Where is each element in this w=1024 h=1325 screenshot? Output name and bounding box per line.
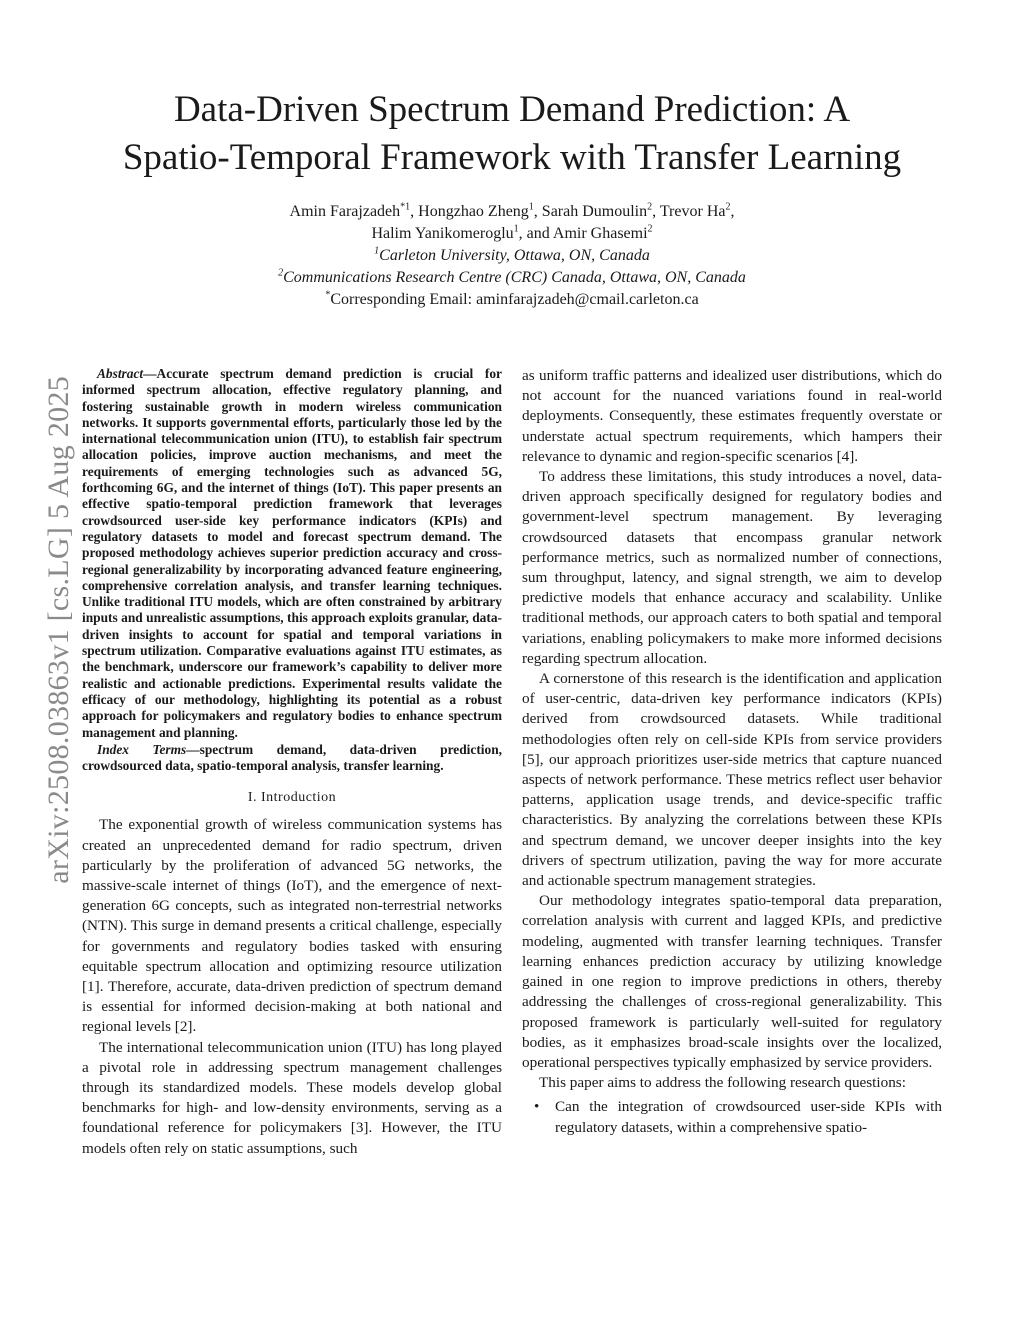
author-affiliation-marker: 2 [647,223,653,235]
abstract-label: Abstract [97,366,144,381]
index-terms-label: Index Terms [97,741,187,757]
corresponding-email [100,289,924,311]
author-separator: , and [518,225,553,242]
title-line-1: Data-Driven Spectrum Demand Prediction: A [173,89,851,130]
left-column [82,366,502,1159]
author-affiliation-marker: 2 [725,201,731,213]
body-paragraph: Our methodology integrates spatio-temporal data preparation, correlation analysis with current and lagged KPIs, and predictive modeling, augmented with transfer learning techniques. Transfer learning enhances prediction accuracy by utilizing knowledge gained in one region to improve predictions in others, thereby addressing the challenges of cross-regional generalizability. This proposed framework is particularly well-suited for regulatory bodies, as it emphasizes broad-scale insights over the localized, operational perspectives typically emphasized by service providers. [522,892,942,1071]
author-line [100,201,924,223]
right-body-text [522,467,942,1093]
research-question-list [522,1097,942,1137]
author-line [100,223,924,245]
right-column [522,366,942,1138]
body-paragraph: To address these limitations, this study introduces a novel, data-driven approach specifically designed for regulatory bodies and government-level spectrum management. By leveraging crowdsourced datasets that encompass granular network performance metrics, such as normalized number of connections, sum throughput, latency, and signal strength, we aim to develop predictive models that enhance accuracy and scalability. Unlike traditional methods, our approach caters to both spatial and temporal variations, enabling policymakers to make more informed decisions regarding spectrum allocation. [522,468,942,667]
title-line-2: Spatio-Temporal Framework with Transfer Learning [122,137,902,178]
author-name: Trevor Ha [659,203,726,220]
left-body-text [82,815,502,1158]
affiliation-text: Communications Research Centre (CRC) Canada, Ottawa, ON, Canada [283,269,746,286]
affiliation-marker: 2 [278,267,284,279]
arxiv-identifier: arXiv:2508.03863v1 [cs.LG] 5 Aug 2025 [42,376,75,884]
section-heading-introduction: I. Introduction [247,790,337,806]
author-name: Hongzhao Zheng [418,203,529,220]
index-terms [82,742,502,775]
index-terms-text: —spectrum demand, data-driven prediction, crowdsourced data, spatio-temporal analysis, transfer learning. [82,741,502,774]
abstract-text: —Accurate spectrum demand prediction is crucial for informed spectrum allocation, effective regulatory planning, and fostering sustainable growth in modern wireless communication networks. It supports governmental efforts, particularly those led by the international telecommunication union (ITU), to establish fair spectrum allocation policies, improve auction mechanisms, and meet the requirements of emerging technologies such as advanced 5G, forthcoming 6G, and the internet of things (IoT). This paper presents an effective spatio-temporal prediction framework that leverages crowdsourced user-side key performance indicators (KPIs) and regulatory datasets to model and forecast spectrum demand. The proposed methodology achieves superior prediction accuracy and cross-regional generalizability by incorporating advanced feature engineering, comprehensive correlation analysis, and transfer learning techniques. Unlike traditional ITU models, which are often constrained by arbitrary inputs and unrealistic assumptions, this approach exploits granular, data-driven insights to account for spatial and temporal variations in spectrum utilization. Comparative evaluations against ITU estimates, as the benchmark, underscore our framework’s capability to deliver more realistic and actionable predictions. Experimental results validate the efficacy of our methodology, highlighting its potential as a robust approach for policymakers and regulatory bodies to enhance spectrum management and planning. [82,366,502,740]
author-affiliation-marker: 2 [647,201,653,213]
author-separator: , [410,203,419,220]
author-name: Halim Yanikomeroglu [371,225,514,242]
affiliation [100,245,924,267]
author-affiliation-marker: *1 [400,201,411,213]
body-paragraph: This paper aims to address the following research questions: [539,1074,906,1092]
author-name: Amir Ghasemi [552,225,648,242]
author-separator: , [730,203,735,220]
author-separator: , [652,203,660,220]
abstract [82,366,502,741]
email-text: Corresponding Email: aminfarajzadeh@cmail.carleton.ca [330,291,699,308]
affiliation-text: Carleton University, Ottawa, ON, Canada [379,247,650,264]
author-affiliation-marker: 1 [528,201,534,213]
author-block [100,201,924,311]
research-question-item [522,1097,942,1137]
affiliation-marker: 1 [374,245,380,257]
research-question-text: Can the integration of crowdsourced user-side KPIs with regulatory datasets, within a comprehensive spatio- [555,1098,942,1136]
author-name: Sarah Dumoulin [541,203,648,220]
body-paragraph: A cornerstone of this research is the identification and application of user-centric, data-driven key performance indicators (KPIs) derived from crowdsourced datasets. While traditional methodologies often rely on cell-side KPIs from service providers [5], our approach prioritizes user-side metrics that capture nuanced aspects of network performance. These metrics reflect user behavior patterns, application usage trends, and device-specific traffic characteristics. By analyzing the correlations between these KPIs and spectrum demand, we uncover deeper insights into the key drivers of spectrum utilization, paving the way for more accurate and actionable spectrum management strategies. [522,670,942,890]
author-name: Amin Farajzadeh [289,203,401,220]
continued-paragraph: as uniform traffic patterns and idealized user distributions, which do not account for the nuanced variations found in real-world deployments. Consequently, these estimates frequently overstate or understate actual spectrum requirements, which hampers their relevance to dynamic and region-specific scenarios [4]. [522,367,942,465]
author-affiliation-marker: 1 [513,223,519,235]
bullet-marker: • [534,1098,540,1116]
affiliation [100,267,924,289]
body-paragraph: The exponential growth of wireless communication systems has created an unprecedented demand for radio spectrum, driven particularly by the proliferation of advanced 5G networks, the massive-scale internet of things (IoT), and the emergence of next-generation 6G concepts, such as integrated non-terrestrial networks (NTN). This surge in demand presents a critical challenge, especially for governments and regulatory bodies tasked with ensuring equitable spectrum allocation and optimizing resource utilization [1]. Therefore, accurate, data-driven prediction of spectrum demand is essential for informed decision-making at both national and regional levels [2]. [82,816,502,1036]
email-marker: * [325,289,331,301]
author-separator: , [533,203,542,220]
paper-title [60,86,964,182]
body-paragraph: The international telecommunication union (ITU) has long played a pivotal role in addressing spectrum management challenges through its standardized models. These models develop global benchmarks for high- and low-density environments, serving as a foundational reference for policymakers [3]. However, the ITU models often rely on static assumptions, such [82,1038,502,1157]
